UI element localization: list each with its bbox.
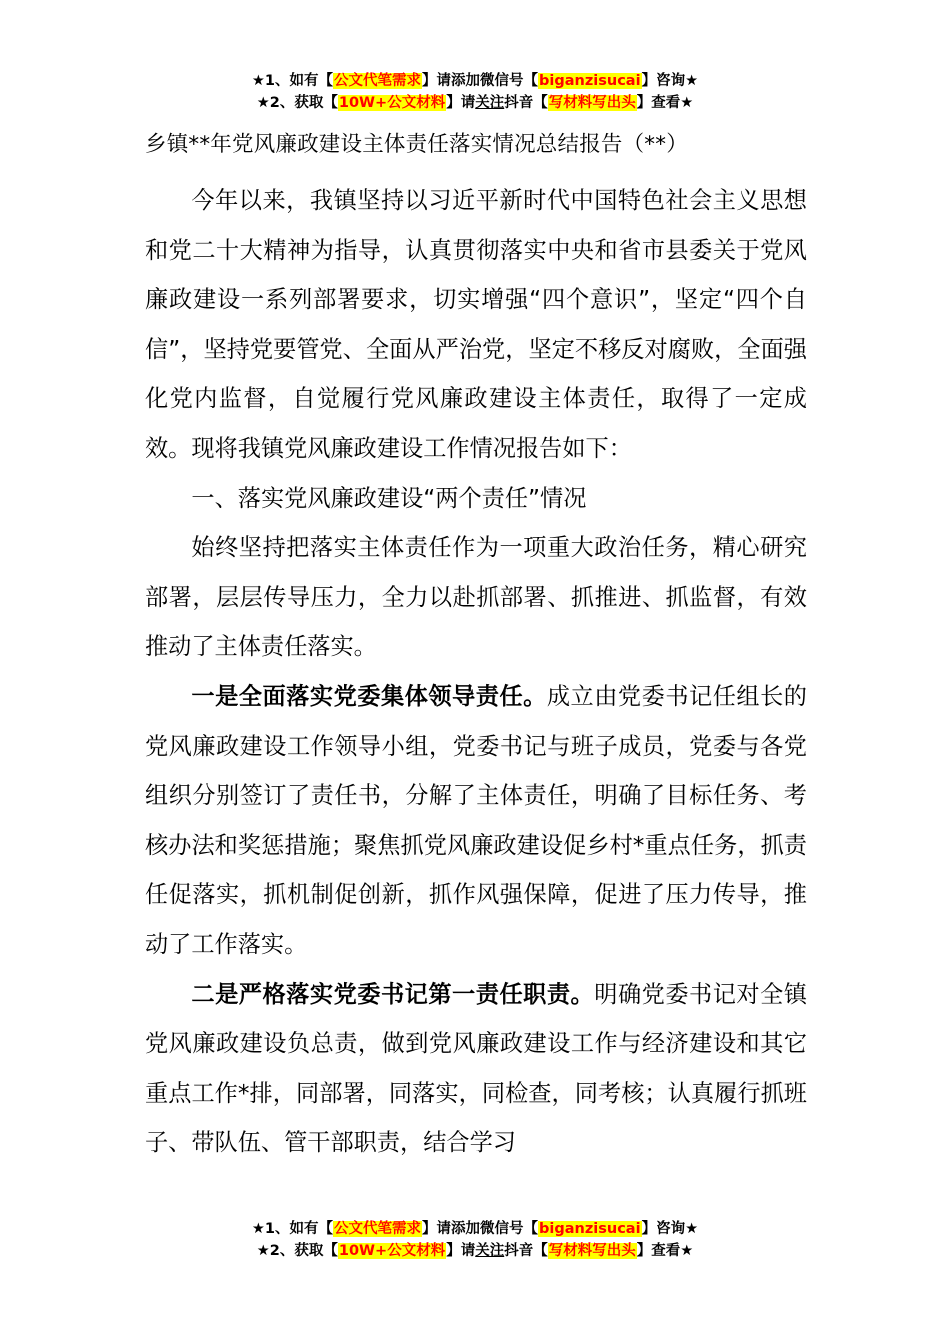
document-body [145,128,807,1168]
underlined-text: 关注 [475,95,505,111]
banner-line-2 [0,1240,950,1262]
underlined-text: 关注 [475,1243,505,1259]
highlight-text: 公文代笔需求 [334,1221,422,1237]
paragraph-text: 始终坚持把落实主体责任作为一项重大政治任务，精心研究部署，层层传导压力，全力以赴抓部署、抓推进、抓监督，有效推动了主体责任落实。 [145,534,807,661]
highlight-text: 公文代笔需求 [334,73,422,89]
banner-text: 】查看★ [636,95,694,111]
header-banner [0,70,950,114]
footer-banner [0,1218,950,1262]
paragraph-text: 成立由党委书记任组长的党风廉政建设工作领导小组，党委书记与班子成员，党委与各党组织分别签订了责任书，分解了主体责任，明确了目标任务、考核办法和奖惩措施；聚焦抓党风廉政建设促乡村*重点任务，抓责任促落实，抓机制促创新，抓作风强保障，促进了压力传导，推动了工作落实。 [145,682,807,958]
wechat-id-highlight: biganzisucai [539,73,641,89]
banner-line-2 [0,92,950,114]
banner-text: 】咨询★ [641,1221,699,1237]
highlight-text: 写材料写出头 [548,1243,636,1259]
paragraph-lead: 二是严格落实党委书记第一责任职责。 [191,980,595,1008]
paragraph-lead: 一是全面落实党委集体领导责任。 [191,682,547,710]
paragraph-text: 今年以来，我镇坚持以习近平新时代中国特色社会主义思想和党二十大精神为指导，认真贯彻落实中央和省市县委关于党风廉政建设一系列部署要求，切实增强“四个意识”，坚定“四个自信”，坚持党要管党、全面从严治党，坚定不移反对腐败，全面强化党内监督，自觉履行党风廉政建设主体责任，取得了一定成效。现将我镇党风廉政建设工作情况报告如下： [145,187,807,462]
banner-text: 】请添加微信号【 [422,73,539,89]
banner-text: ★1、如有【 [251,73,334,89]
banner-text: 抖音【 [504,1243,548,1259]
body-paragraph [145,672,807,970]
intro-paragraph [145,176,807,474]
paragraph-text: 一、落实党风廉政建设“两个责任”情况 [191,484,587,512]
document-title: 乡镇**年党风廉政建设主体责任落实情况总结报告（**） [145,132,688,157]
section-heading [145,474,807,524]
banner-text: ★1、如有【 [251,1221,334,1237]
banner-text: 】查看★ [636,1243,694,1259]
body-paragraph [145,970,807,1168]
banner-text: 抖音【 [504,95,548,111]
highlight-text: 10W+公文材料 [338,1243,446,1259]
banner-text: 】请添加微信号【 [422,1221,539,1237]
paragraph-text: 明确党委书记对全镇党风廉政建设负总责，做到党风廉政建设工作与经济建设和其它重点工作*排，同部署，同落实，同检查，同考核；认真履行抓班子、带队伍、管干部职责，结合学习 [145,980,808,1157]
banner-text: 】咨询★ [641,73,699,89]
banner-line-1 [0,70,950,92]
banner-text: ★2、获取【 [256,95,338,111]
body-paragraph [145,523,807,672]
banner-text: ★2、获取【 [256,1243,338,1259]
wechat-id-highlight: biganzisucai [539,1221,641,1237]
banner-text: 】请 [446,1243,476,1259]
banner-line-1 [0,1218,950,1240]
banner-text: 】请 [446,95,476,111]
highlight-text: 写材料写出头 [548,95,636,111]
highlight-text: 10W+公文材料 [338,95,446,111]
